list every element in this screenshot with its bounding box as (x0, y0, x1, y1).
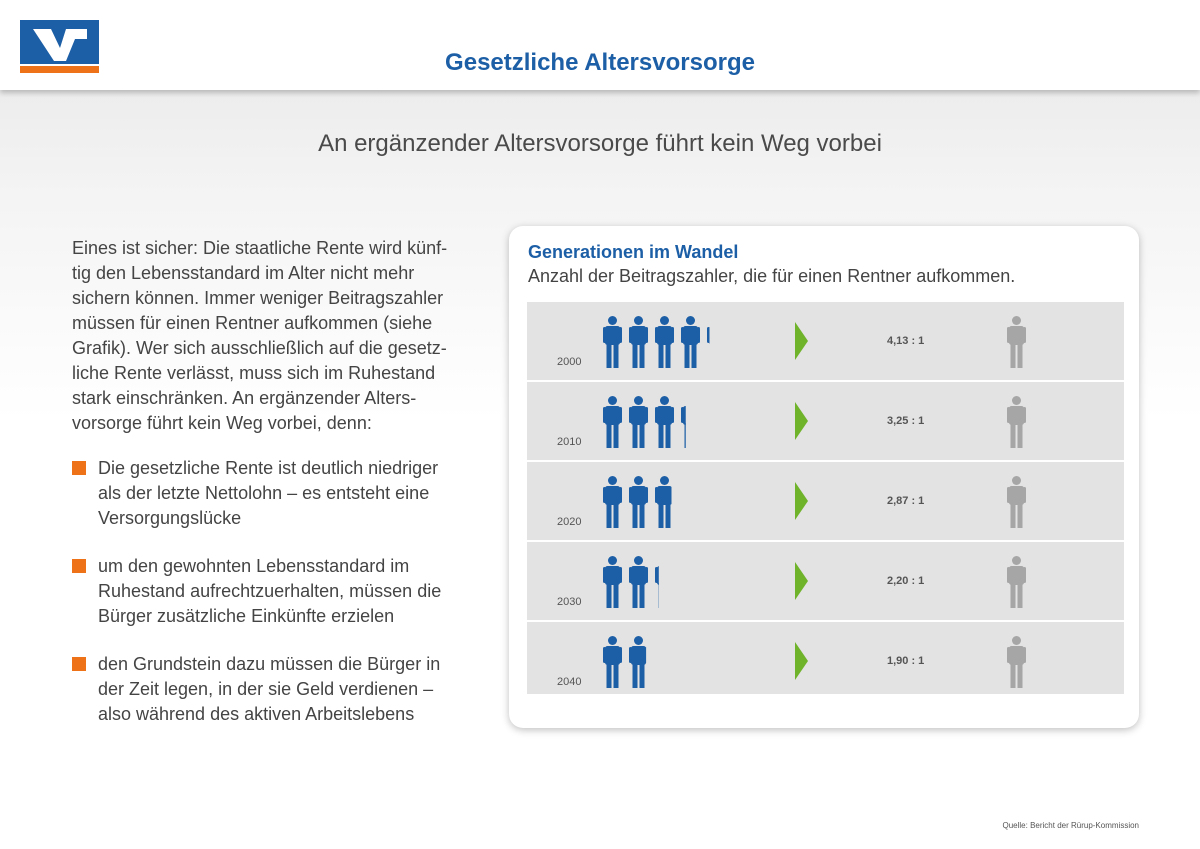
page-subtitle: An ergänzender Altersvorsorge führt kein Weg vorbei (318, 130, 882, 157)
page-title: Gesetzliche Altersvorsorge (445, 49, 755, 76)
year-label: 2010 (557, 436, 582, 448)
bullet-line: Ruhestand aufrechtzuerhalten, müssen die (98, 581, 442, 601)
bullet-line: also während des aktiven Arbeitslebens (98, 704, 415, 724)
intro-line: Eines ist sicher: Die staatliche Rente wird künf- (72, 238, 448, 258)
intro-line: sichern können. Immer weniger Beitragszahler (72, 288, 444, 308)
intro-text (72, 236, 482, 436)
chart-subtitle: Anzahl der Beitragszahler, die für einen Rentner aufkommen. (528, 266, 1016, 286)
intro-line: stark einschränken. An ergänzender Alters- (72, 388, 417, 408)
ratio-label: 2,20 : 1 (887, 575, 925, 587)
chart-card (509, 226, 1139, 728)
source-note: Quelle: Bericht der Rürup-Kommission (1002, 821, 1139, 830)
chart-row (527, 462, 1124, 540)
bullet-line: den Grundstein dazu müssen die Bürger in (98, 654, 441, 674)
chart-row (527, 382, 1124, 460)
bullet-list (72, 456, 482, 750)
bullet-item (72, 652, 482, 727)
bullet-square-icon (72, 559, 86, 573)
year-label: 2030 (557, 596, 582, 608)
year-label: 2040 (557, 676, 582, 688)
bullet-line: als der letzte Nettolohn – es entsteht eine (98, 483, 430, 503)
intro-line: liche Rente verlässt, muss sich im Ruhestand (72, 363, 436, 383)
intro-line: müssen für einen Rentner aufkommen (siehe (72, 313, 433, 333)
bullet-square-icon (72, 461, 86, 475)
intro-line: tig den Lebensstandard im Alter nicht mehr (72, 263, 415, 283)
year-label: 2000 (557, 356, 582, 368)
bullet-line: Versorgungslücke (98, 508, 242, 528)
ratio-label: 4,13 : 1 (887, 335, 925, 347)
bullet-item (72, 456, 482, 531)
generations-chart (527, 302, 1124, 694)
bullet-line: Die gesetzliche Rente ist deutlich niedriger (98, 458, 439, 478)
bullet-square-icon (72, 657, 86, 671)
intro-line: vorsorge führt kein Weg vorbei, denn: (72, 413, 372, 433)
chart-row (527, 302, 1124, 380)
chart-row (527, 622, 1124, 694)
intro-line: Grafik). Wer sich ausschließlich auf die gesetz- (72, 338, 447, 358)
ratio-label: 2,87 : 1 (887, 495, 925, 507)
header (0, 0, 1200, 90)
ratio-label: 3,25 : 1 (887, 415, 925, 427)
ratio-label: 1,90 : 1 (887, 655, 925, 667)
bullet-line: um den gewohnten Lebensstandard im (98, 556, 410, 576)
chart-row (527, 542, 1124, 620)
chart-title: Generationen im Wandel (528, 242, 739, 262)
bullet-item (72, 554, 482, 629)
bullet-line: Bürger zusätzliche Einkünfte erzielen (98, 606, 395, 626)
bullet-line: der Zeit legen, in der sie Geld verdienen – (98, 679, 434, 699)
year-label: 2020 (557, 516, 582, 528)
